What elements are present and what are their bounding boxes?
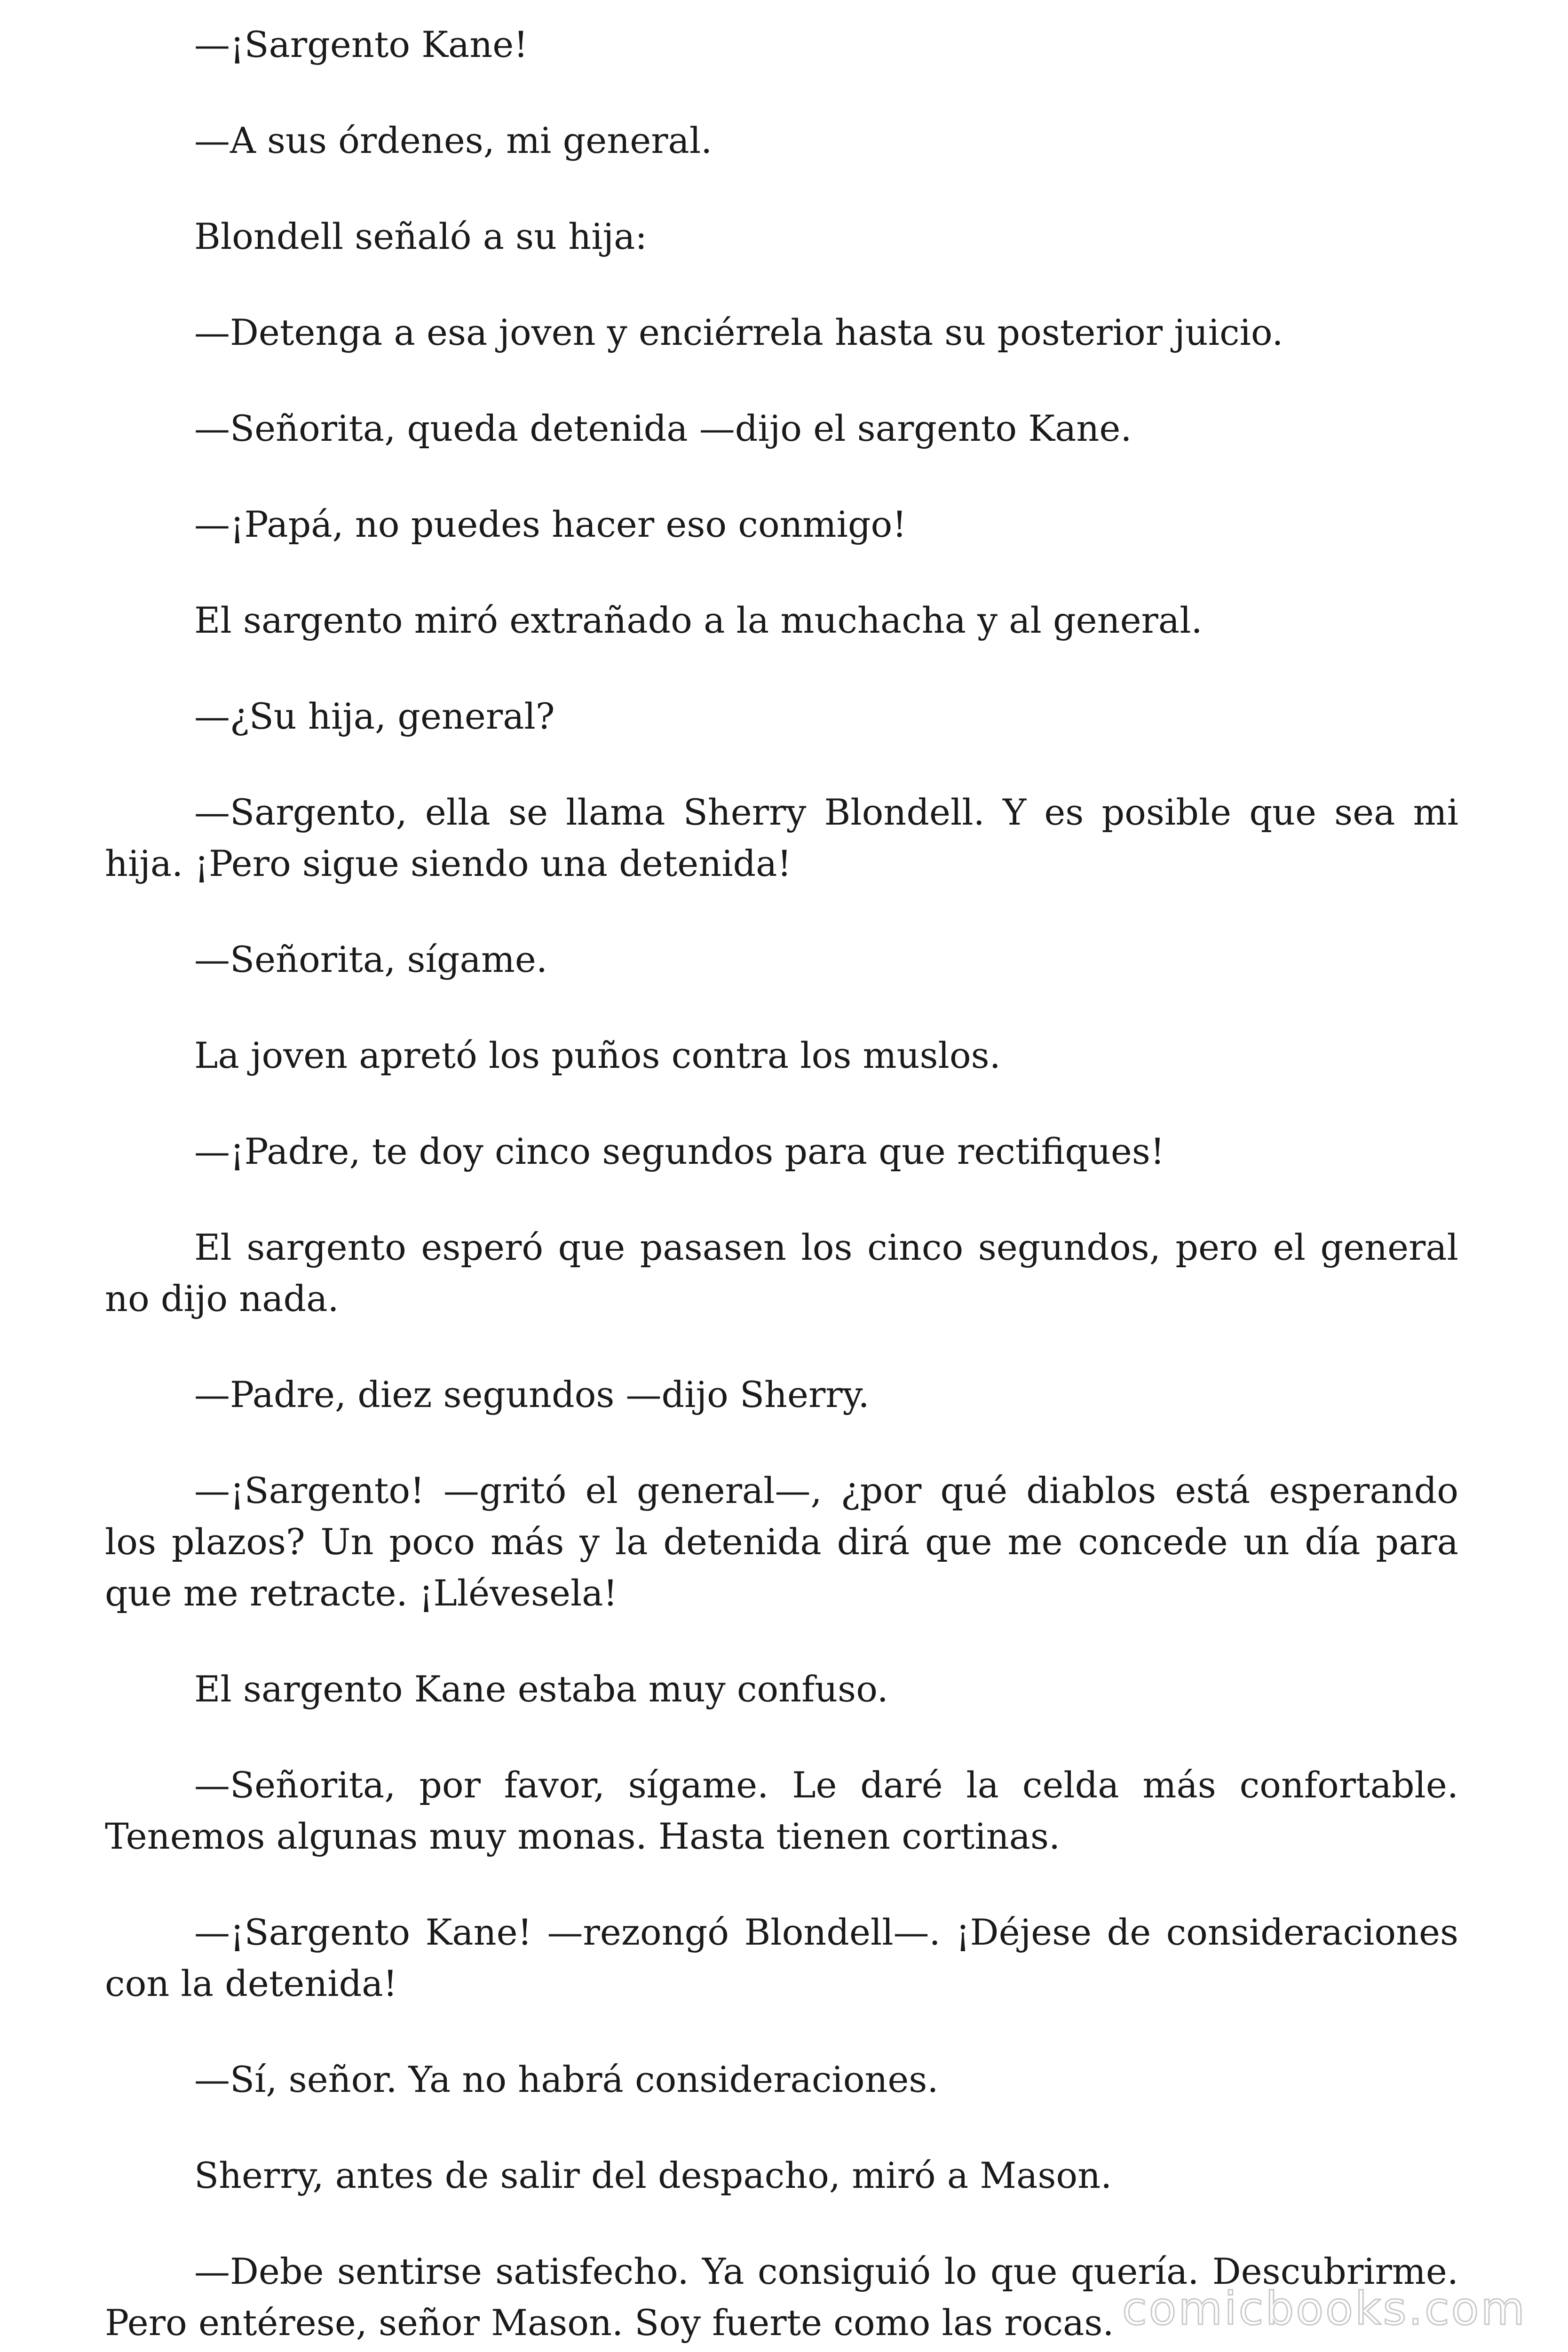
paragraph: El sargento esperó que pasasen los cinco segundos, pero el general no dijo nada. xyxy=(105,1226,1458,1319)
watermark: comicbooks.com xyxy=(1122,2282,1527,2335)
paragraph: Sherry, antes de salir del despacho, miró a Mason. xyxy=(194,2154,1112,2196)
paragraph: El sargento Kane estaba muy confuso. xyxy=(194,1668,888,1710)
paragraph: —¡Sargento Kane! —rezongó Blondell—. ¡Déjese de consideraciones con la detenida! xyxy=(105,1911,1458,2004)
paragraph: —Detenga a esa joven y enciérrela hasta su posterior juicio. xyxy=(194,311,1283,353)
paragraph: —Sí, señor. Ya no habrá consideraciones. xyxy=(194,2058,939,2100)
paragraph: —Padre, diez segundos —dijo Sherry. xyxy=(194,1374,870,1415)
paragraph: —Señorita, sígame. xyxy=(194,938,548,980)
paragraph: El sargento miró extrañado a la muchacha y al general. xyxy=(194,599,1203,641)
paragraph: —¡Papá, no puedes hacer eso conmigo! xyxy=(194,503,907,545)
paragraph: —¡Padre, te doy cinco segundos para que rectifiques! xyxy=(194,1130,1165,1172)
paragraph: —Debe sentirse satisfecho. Ya consiguió lo que quería. Descubrirme. Pero entérese, señor Mason. Soy fuerte como las rocas. xyxy=(105,2250,1458,2344)
page-body xyxy=(105,19,1458,2352)
paragraph: —A sus órdenes, mi general. xyxy=(194,119,713,161)
paragraph: —¡Sargento! —gritó el general—, ¿por qué diablos está esperando los plazos? Un poco más y la detenida dirá que me concede un día para que me retracte. ¡Llévesela! xyxy=(105,1470,1458,1614)
paragraph: Blondell señaló a su hija: xyxy=(194,215,648,257)
paragraph: —Sargento, ella se llama Sherry Blondell. Y es posible que sea mi hija. ¡Pero sigue siendo una detenida! xyxy=(105,791,1458,884)
paragraph: —Señorita, queda detenida —dijo el sargento Kane. xyxy=(194,407,1132,449)
paragraph: —Señorita, por favor, sígame. Le daré la celda más confortable. Tenemos algunas muy monas. Hasta tienen cortinas. xyxy=(105,1764,1458,1857)
paragraph: La joven apretó los puños contra los muslos. xyxy=(194,1034,1001,1076)
paragraph: —¿Su hija, general? xyxy=(194,695,555,737)
paragraph: —¡Sargento Kane! xyxy=(194,24,528,65)
